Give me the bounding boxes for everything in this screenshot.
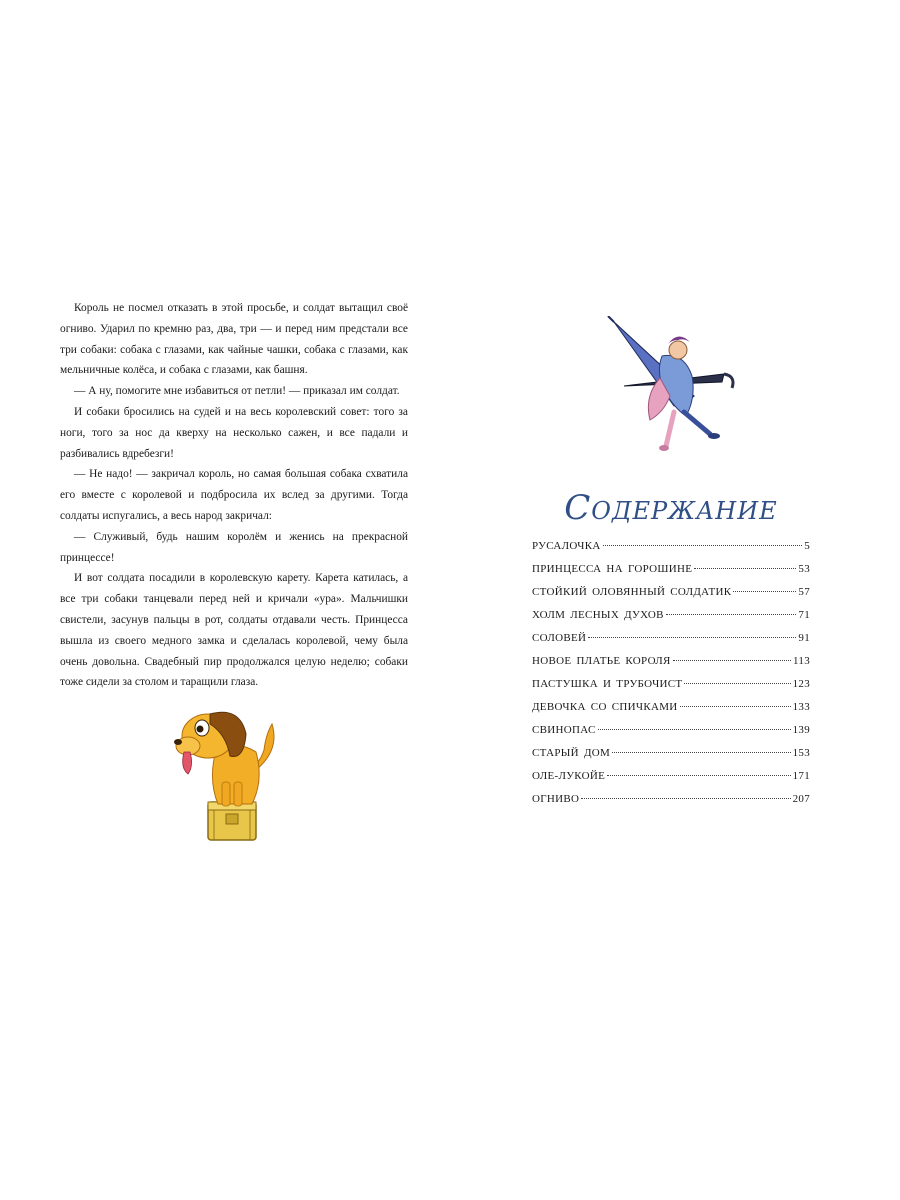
toc-entry[interactable] bbox=[532, 793, 810, 816]
dot-leader bbox=[684, 683, 790, 684]
toc-entry-page: 133 bbox=[792, 701, 810, 713]
toc-entry-page: 171 bbox=[792, 770, 810, 782]
dot-leader bbox=[603, 545, 803, 546]
dot-leader bbox=[666, 614, 797, 615]
toc-entry-page: 5 bbox=[804, 540, 810, 552]
toc-entry-name: СТАРЫЙ ДОМ bbox=[532, 747, 611, 759]
toc-entry[interactable] bbox=[532, 609, 810, 632]
dot-leader bbox=[673, 660, 791, 661]
paragraph: Король не посмел отказать в этой просьбе, и солдат вытащил своё огниво. Ударил по кремню раз, два, три — и перед ним предстали все три собаки: собака с глазами, как чайные чашки, собака с глазами, как мельничные колёса, и собака с глазами, как башня. bbox=[60, 302, 408, 377]
story-text bbox=[60, 298, 408, 693]
paragraph: — Служивый, будь нашим королём и женись на прекрасной принцессе! bbox=[60, 530, 408, 564]
dot-leader bbox=[694, 568, 796, 569]
toc-entry[interactable] bbox=[532, 770, 810, 793]
toc-entry[interactable] bbox=[532, 701, 810, 724]
toc-entry[interactable] bbox=[532, 747, 810, 770]
ole-lukoie-umbrella-illustration bbox=[604, 316, 754, 456]
dot-leader bbox=[607, 775, 790, 776]
dot-leader bbox=[612, 752, 791, 753]
toc-entry-page: 53 bbox=[798, 563, 810, 575]
toc-entry-page: 153 bbox=[792, 747, 810, 759]
toc-entry-name: НОВОЕ ПЛАТЬЕ КОРОЛЯ bbox=[532, 655, 671, 667]
dot-leader bbox=[588, 637, 796, 638]
toc-entry-name: СВИНОПАС bbox=[532, 724, 596, 736]
toc-entry-name: СТОЙКИЙ ОЛОВЯННЫЙ СОЛДАТИК bbox=[532, 586, 732, 598]
toc-entry[interactable] bbox=[532, 655, 810, 678]
toc-entry-name: РУСАЛОЧКА bbox=[532, 540, 601, 552]
toc-entry[interactable] bbox=[532, 724, 810, 747]
dot-leader bbox=[581, 798, 790, 799]
toc-entry[interactable] bbox=[532, 678, 810, 701]
toc-entry-page: 139 bbox=[792, 724, 810, 736]
toc-entry-name: ОГНИВО bbox=[532, 793, 580, 805]
toc-entry-page: 113 bbox=[793, 655, 810, 667]
toc-entry-page: 123 bbox=[792, 678, 810, 690]
toc-entry-name: ДЕВОЧКА СО СПИЧКАМИ bbox=[532, 701, 678, 713]
toc-entry[interactable] bbox=[532, 632, 810, 655]
toc-entry-name: ХОЛМ ЛЕСНЫХ ДУХОВ bbox=[532, 609, 664, 621]
toc-entry-name: СОЛОВЕЙ bbox=[532, 632, 587, 644]
paragraph: И собаки бросились на судей и на весь королевский совет: того за ноги, того за нос да кверху на несколько сажен, и все падали и разбивались вдребезги! bbox=[60, 405, 408, 460]
dog-on-chest-illustration bbox=[168, 690, 288, 850]
toc-entry-page: 91 bbox=[798, 632, 810, 644]
toc-entry-page: 71 bbox=[798, 609, 810, 621]
paragraph: И вот солдата посадили в королевскую карету. Карета катилась, а все три собаки танцевали перед ней и кричали «ура». Мальчишки свистели, засунув пальцы в рот, солдаты отдавали честь. Принцесса вышла из своего медного замка и сделалась королевой, чему была очень довольна. Свадебный пир продолжался целую неделю; собаки тоже сидели за столом и таращили глаза. bbox=[60, 572, 408, 689]
toc-entry-name: ОЛЕ-ЛУКОЙЕ bbox=[532, 770, 606, 782]
toc-title: Содержание bbox=[564, 488, 778, 528]
table-of-contents bbox=[532, 540, 810, 816]
left-page bbox=[60, 298, 408, 693]
toc-entry[interactable] bbox=[532, 586, 810, 609]
toc-entry[interactable] bbox=[532, 540, 810, 563]
toc-entry-name: ПРИНЦЕССА НА ГОРОШИНЕ bbox=[532, 563, 693, 575]
toc-entry[interactable] bbox=[532, 563, 810, 586]
dot-leader bbox=[733, 591, 796, 592]
toc-entry-name: ПАСТУШКА И ТРУБОЧИСТ bbox=[532, 678, 683, 690]
dot-leader bbox=[598, 729, 791, 730]
toc-entry-page: 207 bbox=[792, 793, 810, 805]
paragraph: — Не надо! — закричал король, но самая большая собака схватила его вместе с королевой и подбросила их вслед за другими. Тогда солдаты испугались, а весь народ закричал: bbox=[60, 468, 408, 522]
dot-leader bbox=[680, 706, 791, 707]
toc-entry-page: 57 bbox=[798, 586, 810, 598]
paragraph: — А ну, помогите мне избавиться от петли! — приказал им солдат. bbox=[74, 385, 400, 398]
